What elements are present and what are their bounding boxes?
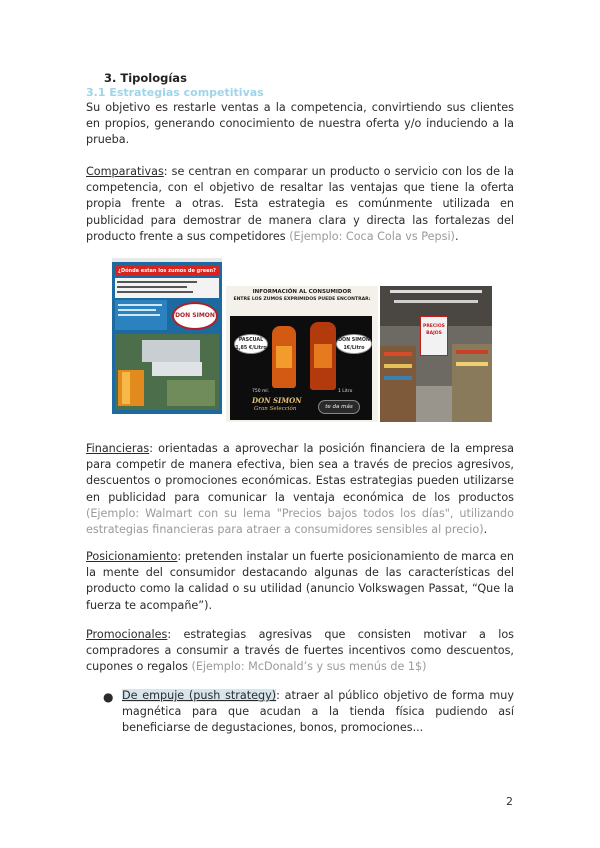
comparativas-term: Comparativas <box>86 165 164 178</box>
promocionales-example: (Ejemplo: McDonald’s y sus menús de 1$) <box>191 660 427 674</box>
pascual-size: 750 ml. <box>252 389 270 394</box>
comparativas-example: (Ejemplo: Coca Cola vs Pepsi) <box>289 229 455 243</box>
don-simon-price: 1€/Litro <box>343 346 365 351</box>
push-strategy-text: : atraer al público objetivo de forma muy magnética para que acudan a la tienda física pudiendo así beneficiarse de degustaciones, bonos, promociones... <box>122 689 514 735</box>
financieras-end: . <box>483 523 488 537</box>
ad2-slogan2: Gran Selección <box>254 406 297 412</box>
comparativas-end: . <box>454 229 459 243</box>
comparativas-text: : se centran en comparar un producto o servicio con los de la competencia, con el objetivo de resaltar las ventajas que tiene la oferta propia frente a otras. Esta estrategia es comúnmente utilizada en publicidad para demostrar de manera clara y directa las fortalezas del producto frente a sus competidores <box>86 165 514 243</box>
ad2-slogan: DON SIMON <box>252 396 302 405</box>
promocionales-text: : estrategias agresivas que consisten motivar a los compradores a consumir a través de fuertes incentivos como descuentos, cupones o regalos <box>86 628 514 674</box>
posicionamiento-paragraph <box>86 549 514 614</box>
ad2-tag: te da más <box>318 400 360 414</box>
financieras-text: : orientadas a aprovechar la posición financiera de la empresa para competir de manera efectiva, bien sea a través de precios agresivos, descuentos o promociones económicas. Estas estrategias pueden utilizarse en publicidad para comunicar la ventaja económica de los productos <box>86 442 514 504</box>
don-simon-price-bubble <box>336 334 372 354</box>
pascual-price-bubble <box>234 334 268 354</box>
ad2-title-line2: ENTRE LOS ZUMOS EXPRIMIDOS PUEDE ENCONTRAR: <box>233 297 371 302</box>
pascual-price: 1,85 €/Litro <box>235 346 267 351</box>
financieras-paragraph <box>86 441 514 538</box>
page-number: 2 <box>506 795 513 808</box>
don-simon-ad-image <box>112 258 222 414</box>
price-sign: PRECIOS BAJOS <box>420 316 448 356</box>
bullet-marker: ● <box>103 690 114 704</box>
section-subheading: 3.1 Estrategias competitivas <box>86 86 264 99</box>
don-simon-size: 1 Litro <box>338 389 353 394</box>
don-simon-logo: DON SIMON <box>172 302 218 330</box>
posicionamiento-term: Posicionamiento <box>86 550 178 563</box>
pascual-label: PASCUAL <box>238 338 264 343</box>
supermarket-image <box>380 286 492 422</box>
intro-paragraph: Su objetivo es restarle ventas a la competencia, convirtiendo sus clientes en propios, generando conocimiento de nuestra oferta y/o induciendo a la prueba. <box>86 101 514 147</box>
price-comparison-ad-image <box>226 286 378 422</box>
push-strategy-term: De empuje (push strategy) <box>122 689 277 702</box>
promocionales-term: Promocionales <box>86 628 168 641</box>
push-strategy-paragraph <box>122 688 514 737</box>
section-heading: 3. Tipologías <box>104 71 187 85</box>
promocionales-paragraph <box>86 627 514 676</box>
financieras-term: Financieras <box>86 442 150 455</box>
comparativas-paragraph <box>86 164 514 245</box>
don-simon-label: DON SIMON <box>338 338 370 343</box>
posicionamiento-text: : pretenden instalar un fuerte posicionamiento de marca en la mente del consumidor destacando algunas de las características del producto como la calidad o su utilidad (anuncio Volkswagen Passat, “Que la fuerza te acompañe”). <box>86 550 514 612</box>
ad2-title-line1: INFORMACIÓN AL CONSUMIDOR <box>252 289 352 295</box>
ad1-banner: ¿Dónde estan los zumos de green? <box>115 266 219 276</box>
financieras-example: (Ejemplo: Walmart con su lema "Precios bajos todos los días", utilizando estrategias financieras para atraer a consumidores sensibles al precio) <box>86 506 514 537</box>
